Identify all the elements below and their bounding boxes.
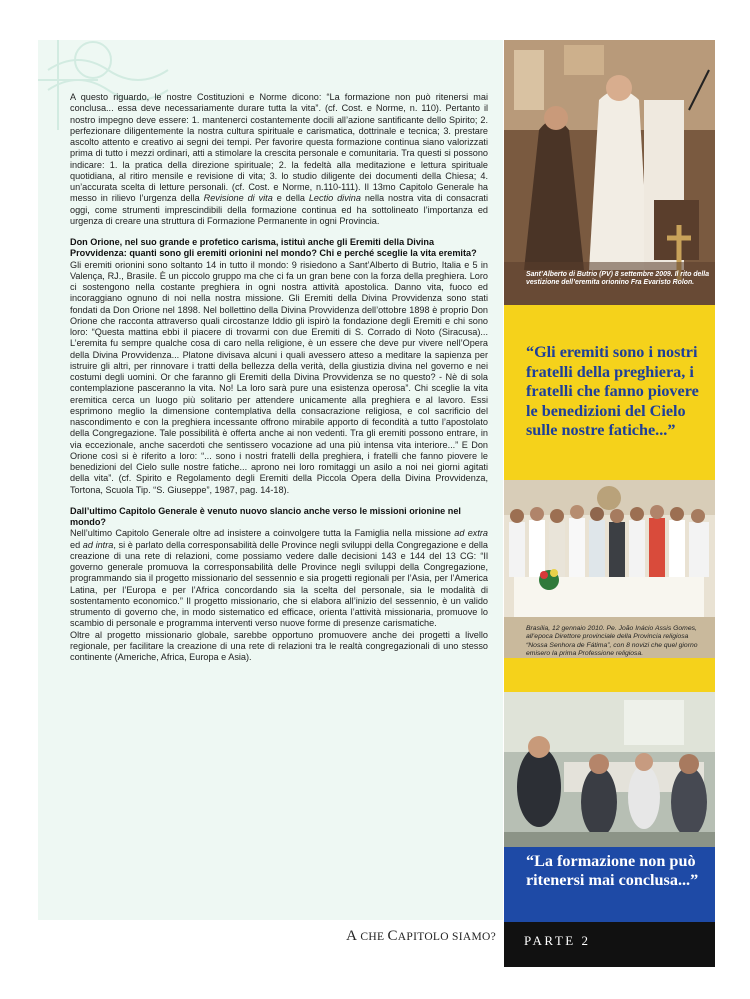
intro-paragraph: A questo riguardo, le nostre Costituzioni e Norme dicono: “La formazione non può ritenersi mai conclusa... essa deve necessariamente durare tutta la vita”. (cf. Cost. e Norme, n. 110). Pertanto il nostro impegno deve essere: 1. mantenerci costantemente docili all’azione santificante dello Spirito; 2. perfezionare diligentemente la nostra cultura spirituale e carismatica, dottrinale e tecnica; 3. prestare ascolto attento e creativo ai segni dei tempi. Per favorire questa formazione continua siano valorizzati prima di tutto i mezzi ordinari, atti a stimolare la crescita personale e comunitaria. Tra questi si possono indicare: 1. la pratica della direzione spirituale; 2. la fedeltà alla meditazione e lettura spirituale quotidiana, al ritiro mensile e revisione di vita; 3. lo studio diligente dei documenti della Chiesa; 4. un’accurata scelta di letture personali. (cf. Cost. e Norme, n.110-111). Il 13mo Capitolo Generale ha messo in rilievo l’urgenza della Revisione di vita e della Lectio divina nella nostra vita di consacrati oggi, come strumenti imprescindibili della formazione continua ed ha sottolineato l’importanza ed urgenza di creare una struttura di Formazione Permanente in ogni Provincia. [70,92,488,226]
answer-missions: Nell’ultimo Capitolo Generale oltre ad insistere a coinvolgere tutta la Famiglia nella missione ad extra ed ad intra, si è parlato della corresponsabilità delle Province negli sviluppi della Congregazione e della creazione di una rete di relazioni, come possiamo vedere dalle decisioni 143 e 144 del 13 CG: “Il governo generale promuova la corresponsabilità delle Province negli sviluppi della Congregazione, programmando sia il progetto missionario del sessennio e sia progetti regionali per l’Asia, per l’America Latina, per l’Europa e per l’Africa concordando sia la scelta del personale, sia le modalità di sostentamento economico.” Il progetto missionario, che si elabora all’inizio del sessennio, è un valido strumento di governo che, in modo sistematico ed efficace, orienta l’attività missionaria, promuove lo scambio di personale e programma interventi verso nuove forme di presenze carismatiche. [70,528,489,629]
answer-hermits: Gli eremiti orionini sono soltanto 14 in tutto il mondo: 9 risiedono a Sant’Alberto di Butrio, Italia e 5 in Valença, RJ., Brasile. È un piccolo gruppo ma che ci fa un gran bene con la forza della preghiera. Loro ci sostengono nella costante preghiera in ogni nostra attività apostolica. Danno vita, fuoco ed incoraggiano ognuno di noi nella nostra missione. Gli Eremiti della Divina Provvidenza sono stati fondati da Don Orione nel 1898. Nel bollettino della Divina Provvidenza dell’ottobre 1898 è proprio Don Orione che racconta attraverso quali circostanze Iddio gli ispirò la fondazione degli Eremiti e chi sono loro: “Questa mattina ebbi il piacere di trovarmi con due Eremiti di S. Corrado di Noto (Siracusa)... L’eremita fu sempre qualche cosa di caro nella religione, è un essere che deve pur vivere nell’Opera della Divina Provvidenza... Platone divisava alcuni i quali avessero atteso a meditare la sapienza per istruire gli altri, per rinnovare i tratti della bellezza della verità, della giustizia divina nel governo e nei costumi degli uomini. Or che faranno gli Eremiti della Divina Provvidenza se no questo? - Nè di sola contemplazione pasceranno la vita. No! La loro sarà pure una esistenza operosa”. Chi sceglie la vita eremitica cerca un luogo più solitario per attendere unicamente alla preghiera e al lavoro. Essi esprimono meglio la dimensione contemplativa della consacrazione religiosa, e col sacrificio del nascondimento e con la preghiera incessante offrono mirabile apporto di fecondità a tutto l’apostolato della Congregazione. Tale possibilità è offerta anche ai non vedenti. Tra gli eremiti possono entrare, in via eccezionale, anche sacerdoti che sentissero vocazione ad una più intensa vita interiore...” E Don Orione così si è riferito a loro: “... sono i nostri fratelli della preghiera, i fratelli che fanno piovere le benedizioni del Cielo sulle nostre fatiche... aprono nei loro romitaggi un asilo a noi nei giorni agitati della vita”. (cf. Spirito e Regolamento degli Eremiti della Piccola Opera della Divina Provvidenza, Tortona, Scuola Tip. “S. Giuseppe”, 1987, pag. 14-18). [70,259,488,495]
sidebar [504,40,715,967]
photo-chapter-meeting [504,692,715,860]
answer-missions-last: Oltre al progetto missionario globale, sarebbe opportuno promuovere anche dei progetti a livello regionale, per facilitare la creazione di una rete di relazioni tra le realtà congregazionali di uno stesso continente (Americhe, Africa, Europa e Asia). [70,629,488,662]
photo-vestition-ceremony [504,40,715,305]
yellow-caption-panel [504,658,715,692]
part-label: PARTE 2 [524,933,591,948]
pull-quote-hermits: “Gli eremiti sono i nostri fratelli della preghiera, i fratelli che fanno piovere le benedizioni del Cielo sulle nostre fatiche...” [526,343,699,439]
article-body [70,92,488,673]
footer-section-title: A CHE CAPITOLO SIAMO? [346,928,496,944]
question-hermits: Don Orione, nel suo grande e profetico carisma, istituì anche gli Eremiti della Divina Provvidenza: quanti sono gli eremiti orionini nel mondo? Chi e perché sceglie la vita eremita? [70,237,477,259]
pull-quote-formation: “La formazione non può ritenersi mai conclusa...” [526,852,699,890]
photo-caption-novices: Brasilia, 12 gennaio 2010. Pe. João Inácio Assis Gomes, all’epoca Direttore provinciale della Provincia religiosa “Nossa Senhora de Fátima”, con 8 novizi che quel giorno emisero la prima Professione religiosa. [526,625,698,658]
question-missions: Dall’ultimo Capitolo Generale è venuto nuovo slancio anche verso le missioni orionine nel mondo? [70,505,461,527]
photo-caption-vestition: Sant’Alberto di Butrio (PV) 8 settembre 2009. Il rito della vestizione dell’eremita orionino Fra Evaristo Rolon. [526,271,710,287]
